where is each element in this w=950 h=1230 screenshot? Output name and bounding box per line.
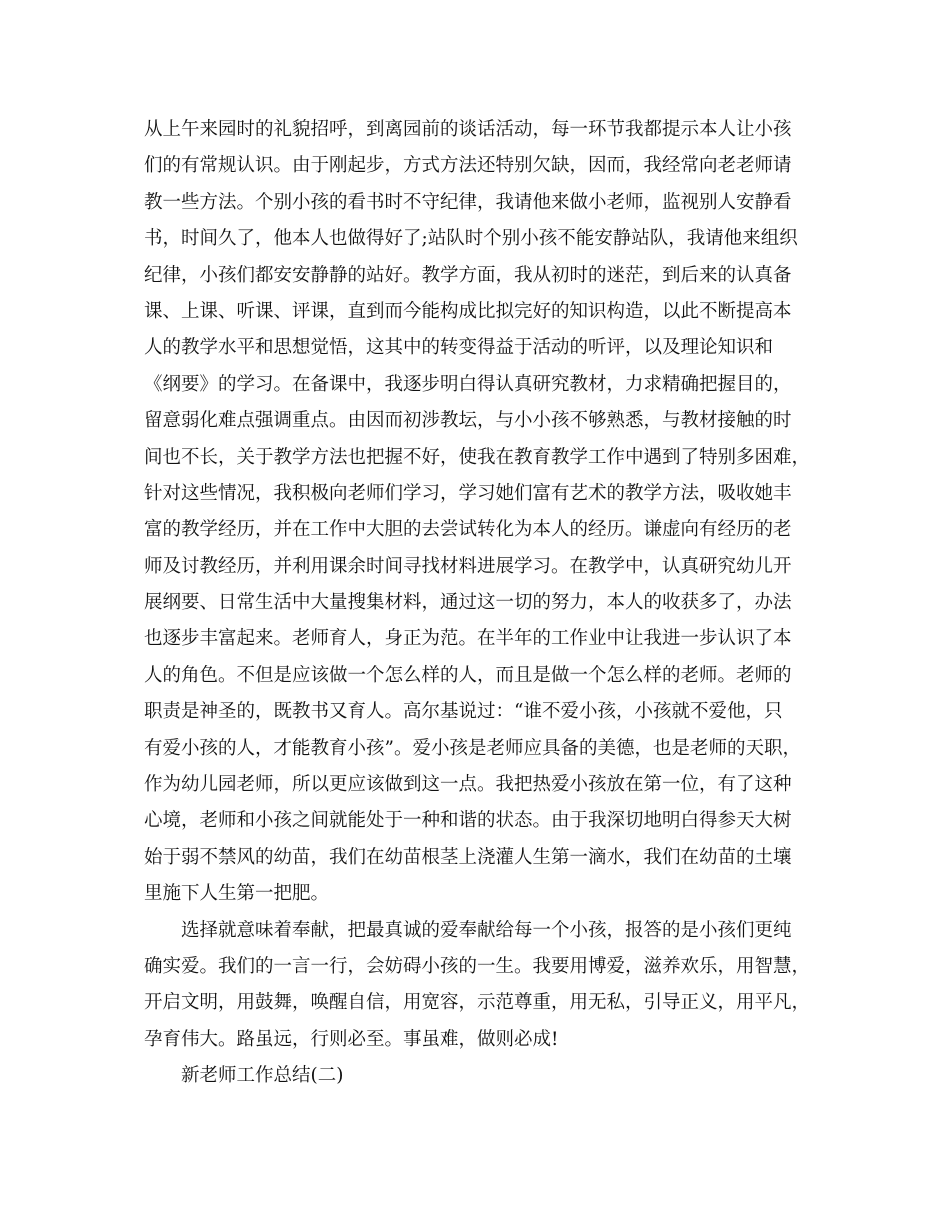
paragraph-line: 确实爱。我们的一言一行，会妨碍小孩的一生。我要用博爱，滋养欢乐，用智慧， [144,955,811,977]
paragraph-line: 从上午来园时的礼貌招呼，到离园前的谈话活动，每一环节我都提示本人让小孩 [144,119,792,140]
paragraph-line: 人的教学水平和思想觉悟，这其中的转变得益于活动的听评，以及理论知识和 [144,337,774,359]
paragraph-line: 教一些方法。个别小孩的看书时不守纪律，我请他来做小老师，监视别人安静看 [144,191,792,213]
document-body [144,112,824,1095]
paragraph-line: 们的有常规认识。由于刚起步，方式方法还特别欠缺，因而，我经常向老老师请 [144,155,792,177]
paragraph-line: 富的教学经历，并在工作中大胆的去尝试转化为本人的经历。谦虚向有经历的老 [144,519,792,541]
paragraph-line: 开启文明，用鼓舞，唤醒自信，用宽容，示范尊重，用无私，引导正义，用平凡， [144,992,811,1014]
paragraph-line: 始于弱不禁风的幼苗，我们在幼苗根茎上浇灌人生第一滴水，我们在幼苗的土壤 [144,846,792,868]
paragraph-1 [144,112,824,913]
paragraph-2 [144,913,824,1059]
paragraph-line: 针对这些情况，我积极向老师们学习，学习她们富有艺术的教学方法，吸收她丰 [144,482,792,504]
paragraph-line: 展纲要、日常生活中大量搜集材料，通过这一切的努力，本人的收获多了，办法 [144,592,792,614]
paragraph-line: 职责是神圣的，既教书又育人。高尔基说过：“谁不爱小孩，小孩就不爱他，只 [144,701,783,723]
paragraph-line: 有爱小孩的人，才能教育小孩”。爱小孩是老师应具备的美德，也是老师的天职， [144,737,801,759]
paragraph-line: 作为幼儿园老师，所以更应该做到这一点。我把热爱小孩放在第一位，有了这种 [144,774,792,796]
paragraph-line: 课、上课、听课、评课，直到而今能构成比拟完好的知识构造，以此不断提高本 [144,300,792,322]
paragraph-line: 也逐步丰富起来。老师育人，身正为范。在半年的工作业中让我进一步认识了本 [144,628,792,650]
paragraph-line: 选择就意味着奉献，把最真诚的爱奉献给每一个小孩，报答的是小孩们更纯 [181,919,792,941]
paragraph-line: 纪律，小孩们都安安静静的站好。教学方面，我从初时的迷茫，到后来的认真备 [144,264,792,286]
paragraph-line: 里施下人生第一把肥。 [144,883,330,905]
paragraph-line: 间也不长，关于教学方法也把握不好，使我在教育教学工作中遇到了特别多困难， [144,446,811,468]
section-heading: 新老师工作总结(二) [181,1065,344,1087]
paragraph-line: 《纲要》的学习。在备课中，我逐步明白得认真研究教材，力求精确把握目的， [144,373,792,395]
paragraph-line: 书，时间久了，他本人也做得好了;站队时个别小孩不能安静站队，我请他来组织 [144,228,798,250]
paragraph-line: 留意弱化难点强调重点。由因而初涉教坛，与小小孩不够熟悉，与教材接触的时 [144,410,792,432]
paragraph-line: 心境，老师和小孩之间就能处于一种和谐的状态。由于我深切地明白得参天大树 [144,810,792,832]
paragraph-line: 师及讨教经历，并利用课余时间寻找材料进展学习。在教学中，认真研究幼儿开 [144,555,792,577]
paragraph-line: 孕育伟大。路虽远，行则必至。事虽难，做则必成! [144,1028,559,1050]
paragraph-line: 人的角色。不但是应该做一个怎么样的人，而且是做一个怎么样的老师。老师的 [144,664,792,686]
